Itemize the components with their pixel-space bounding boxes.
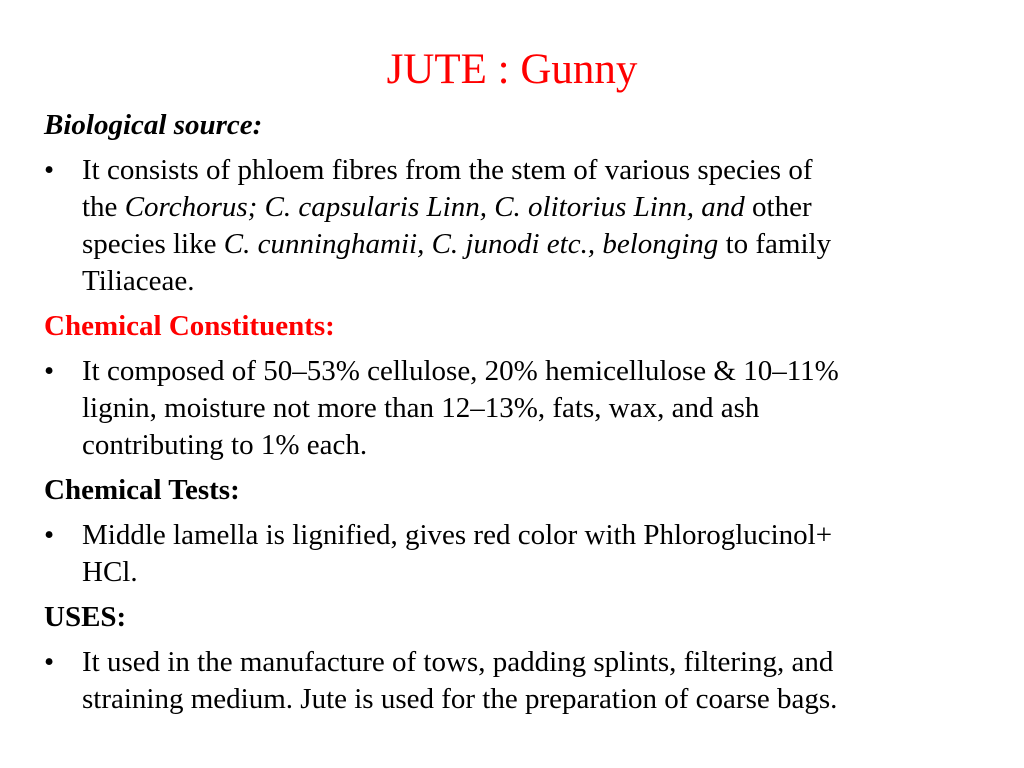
italic-text-run: Corchorus; C. capsularis Linn, C. olitorius Linn, and — [124, 191, 745, 223]
bullet-text — [82, 644, 994, 718]
text-run: other — [744, 191, 812, 223]
text-run: straining medium. Jute is used for the preparation of coarse bags. — [82, 683, 838, 715]
heading-uses: USES: — [44, 601, 127, 633]
heading-chemical-constituents: Chemical Constituents: — [44, 310, 335, 342]
bullet-chemical-constituents — [44, 353, 994, 464]
bullet-dot: • — [44, 646, 55, 678]
text-run: It used in the manufacture of tows, padding splints, filtering, and — [82, 646, 834, 678]
heading-chemical-tests: Chemical Tests: — [44, 474, 240, 506]
italic-text-run: C. cunninghamii, C. junodi etc., belonging — [223, 228, 719, 260]
text-run: Middle lamella is lignified, gives red color with Phloroglucinol+ — [82, 519, 833, 551]
bullet-uses — [44, 644, 994, 718]
text-run: species like — [82, 228, 224, 260]
text-run: contributing to 1% each. — [82, 429, 368, 461]
text-run: Tiliaceae. — [82, 265, 195, 297]
text-run: to family — [718, 228, 832, 260]
text-run: HCl. — [82, 556, 138, 588]
slide-content — [44, 107, 994, 726]
bullet-dot: • — [44, 355, 55, 387]
bullet-text — [82, 517, 994, 591]
text-run: It consists of phloem fibres from the stem of various species of — [82, 154, 813, 186]
text-run: the — [82, 191, 125, 223]
bullet-text — [82, 152, 994, 300]
bullet-dot: • — [44, 154, 55, 186]
bullet-chemical-tests — [44, 517, 994, 591]
bullet-dot: • — [44, 519, 55, 551]
text-run: It composed of 50–53% cellulose, 20% hemicellulose & 10–11% — [82, 355, 839, 387]
slide-title: JUTE : Gunny — [386, 46, 638, 93]
bullet-text — [82, 353, 994, 464]
heading-biological-source: Biological source: — [44, 109, 263, 141]
bullet-biological-source — [44, 152, 994, 300]
text-run: lignin, moisture not more than 12–13%, fats, wax, and ash — [82, 392, 760, 424]
